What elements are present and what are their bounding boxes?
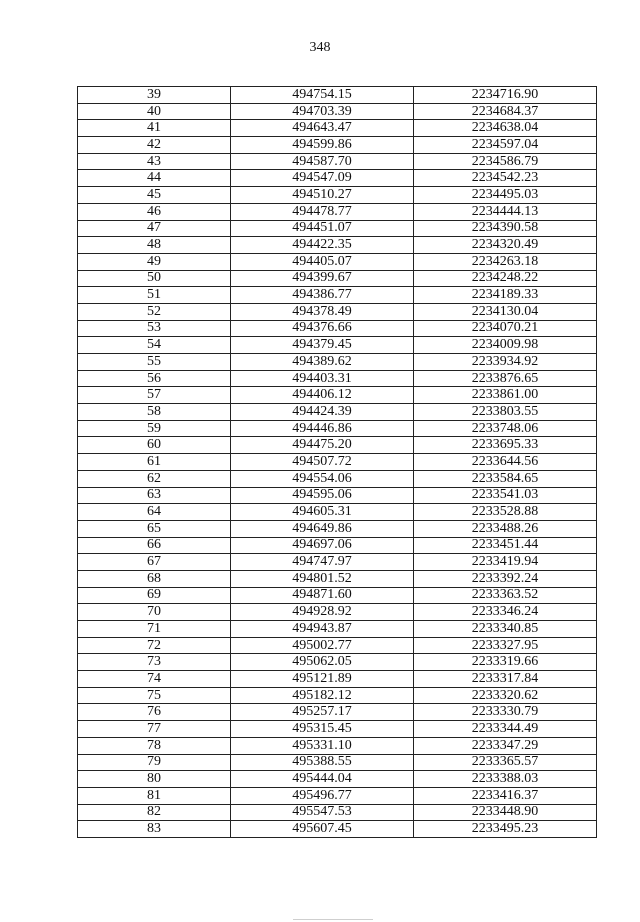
x-coordinate-cell: 494697.06 [231, 537, 414, 554]
point-number-cell: 63 [78, 487, 231, 504]
point-number-cell: 79 [78, 754, 231, 771]
y-coordinate-cell: 2233317.84 [414, 671, 597, 688]
table-row [78, 721, 597, 738]
y-coordinate-cell: 2233416.37 [414, 787, 597, 804]
table-row [78, 187, 597, 204]
point-number-cell: 69 [78, 587, 231, 604]
y-coordinate-cell: 2233584.65 [414, 470, 597, 487]
table-row [78, 170, 597, 187]
table-row [78, 787, 597, 804]
x-coordinate-cell: 494406.12 [231, 387, 414, 404]
y-coordinate-cell: 2233495.23 [414, 821, 597, 838]
x-coordinate-cell: 494386.77 [231, 287, 414, 304]
point-number-cell: 55 [78, 354, 231, 371]
table-row [78, 487, 597, 504]
table-row [78, 270, 597, 287]
table-row [78, 637, 597, 654]
y-coordinate-cell: 2233803.55 [414, 404, 597, 421]
x-coordinate-cell: 494379.45 [231, 337, 414, 354]
table-row [78, 554, 597, 571]
x-coordinate-cell: 495121.89 [231, 671, 414, 688]
x-coordinate-cell: 495547.53 [231, 804, 414, 821]
point-number-cell: 48 [78, 237, 231, 254]
x-coordinate-cell: 494510.27 [231, 187, 414, 204]
point-number-cell: 52 [78, 303, 231, 320]
x-coordinate-cell: 494475.20 [231, 437, 414, 454]
x-coordinate-cell: 494378.49 [231, 303, 414, 320]
x-coordinate-cell: 495388.55 [231, 754, 414, 771]
table-row [78, 237, 597, 254]
point-number-cell: 61 [78, 454, 231, 471]
x-coordinate-cell: 494405.07 [231, 253, 414, 270]
table-row [78, 687, 597, 704]
x-coordinate-cell: 494376.66 [231, 320, 414, 337]
table-row [78, 520, 597, 537]
x-coordinate-cell: 494595.06 [231, 487, 414, 504]
y-coordinate-cell: 2233541.03 [414, 487, 597, 504]
x-coordinate-cell: 495315.45 [231, 721, 414, 738]
x-coordinate-cell: 494703.39 [231, 103, 414, 120]
table-row [78, 220, 597, 237]
y-coordinate-cell: 2233346.24 [414, 604, 597, 621]
y-coordinate-cell: 2234495.03 [414, 187, 597, 204]
table-row [78, 370, 597, 387]
x-coordinate-cell: 495607.45 [231, 821, 414, 838]
point-number-cell: 41 [78, 120, 231, 137]
table-row [78, 320, 597, 337]
point-number-cell: 80 [78, 771, 231, 788]
x-coordinate-cell: 495257.17 [231, 704, 414, 721]
point-number-cell: 54 [78, 337, 231, 354]
x-coordinate-cell: 494747.97 [231, 554, 414, 571]
point-number-cell: 70 [78, 604, 231, 621]
x-coordinate-cell: 494399.67 [231, 270, 414, 287]
y-coordinate-cell: 2233330.79 [414, 704, 597, 721]
y-coordinate-cell: 2233861.00 [414, 387, 597, 404]
table-row [78, 754, 597, 771]
point-number-cell: 82 [78, 804, 231, 821]
table-row [78, 737, 597, 754]
table-row [78, 387, 597, 404]
point-number-cell: 53 [78, 320, 231, 337]
point-number-cell: 74 [78, 671, 231, 688]
y-coordinate-cell: 2234320.49 [414, 237, 597, 254]
y-coordinate-cell: 2233320.62 [414, 687, 597, 704]
point-number-cell: 62 [78, 470, 231, 487]
table-row [78, 103, 597, 120]
y-coordinate-cell: 2234444.13 [414, 203, 597, 220]
x-coordinate-cell: 494389.62 [231, 354, 414, 371]
y-coordinate-cell: 2234638.04 [414, 120, 597, 137]
point-number-cell: 46 [78, 203, 231, 220]
table-row [78, 570, 597, 587]
point-number-cell: 57 [78, 387, 231, 404]
y-coordinate-cell: 2233340.85 [414, 621, 597, 638]
table-row [78, 804, 597, 821]
point-number-cell: 51 [78, 287, 231, 304]
y-coordinate-cell: 2233451.44 [414, 537, 597, 554]
point-number-cell: 72 [78, 637, 231, 654]
y-coordinate-cell: 2234263.18 [414, 253, 597, 270]
x-coordinate-cell: 494649.86 [231, 520, 414, 537]
x-coordinate-cell: 495331.10 [231, 737, 414, 754]
table-row [78, 303, 597, 320]
y-coordinate-cell: 2234009.98 [414, 337, 597, 354]
table-row [78, 253, 597, 270]
point-number-cell: 43 [78, 153, 231, 170]
point-number-cell: 58 [78, 404, 231, 421]
x-coordinate-cell: 494801.52 [231, 570, 414, 587]
y-coordinate-cell: 2234684.37 [414, 103, 597, 120]
table-body [78, 87, 597, 838]
point-number-cell: 56 [78, 370, 231, 387]
y-coordinate-cell: 2234070.21 [414, 320, 597, 337]
point-number-cell: 45 [78, 187, 231, 204]
table-row [78, 404, 597, 421]
table-row [78, 120, 597, 137]
x-coordinate-cell: 494943.87 [231, 621, 414, 638]
point-number-cell: 71 [78, 621, 231, 638]
x-coordinate-cell: 494547.09 [231, 170, 414, 187]
y-coordinate-cell: 2234586.79 [414, 153, 597, 170]
x-coordinate-cell: 494599.86 [231, 137, 414, 154]
x-coordinate-cell: 494424.39 [231, 404, 414, 421]
point-number-cell: 60 [78, 437, 231, 454]
y-coordinate-cell: 2233748.06 [414, 420, 597, 437]
y-coordinate-cell: 2234189.33 [414, 287, 597, 304]
x-coordinate-cell: 494554.06 [231, 470, 414, 487]
x-coordinate-cell: 494403.31 [231, 370, 414, 387]
point-number-cell: 47 [78, 220, 231, 237]
point-number-cell: 44 [78, 170, 231, 187]
y-coordinate-cell: 2233934.92 [414, 354, 597, 371]
point-number-cell: 42 [78, 137, 231, 154]
point-number-cell: 49 [78, 253, 231, 270]
y-coordinate-cell: 2233644.56 [414, 454, 597, 471]
point-number-cell: 77 [78, 721, 231, 738]
table-row [78, 203, 597, 220]
y-coordinate-cell: 2233363.52 [414, 587, 597, 604]
point-number-cell: 67 [78, 554, 231, 571]
table-row [78, 587, 597, 604]
table-row [78, 654, 597, 671]
table-row [78, 604, 597, 621]
table-row [78, 504, 597, 521]
table-row [78, 821, 597, 838]
point-number-cell: 68 [78, 570, 231, 587]
y-coordinate-cell: 2233344.49 [414, 721, 597, 738]
x-coordinate-cell: 494446.86 [231, 420, 414, 437]
table-row [78, 671, 597, 688]
x-coordinate-cell: 494507.72 [231, 454, 414, 471]
point-number-cell: 73 [78, 654, 231, 671]
y-coordinate-cell: 2234542.23 [414, 170, 597, 187]
x-coordinate-cell: 495062.05 [231, 654, 414, 671]
x-coordinate-cell: 495182.12 [231, 687, 414, 704]
y-coordinate-cell: 2233388.03 [414, 771, 597, 788]
table-row [78, 771, 597, 788]
table-row [78, 454, 597, 471]
x-coordinate-cell: 494587.70 [231, 153, 414, 170]
y-coordinate-cell: 2233876.65 [414, 370, 597, 387]
x-coordinate-cell: 494422.35 [231, 237, 414, 254]
x-coordinate-cell: 494643.47 [231, 120, 414, 137]
y-coordinate-cell: 2234597.04 [414, 137, 597, 154]
y-coordinate-cell: 2233327.95 [414, 637, 597, 654]
table-row [78, 420, 597, 437]
x-coordinate-cell: 494928.92 [231, 604, 414, 621]
x-coordinate-cell: 494478.77 [231, 203, 414, 220]
table-row [78, 87, 597, 104]
x-coordinate-cell: 494451.07 [231, 220, 414, 237]
page-number: 348 [309, 40, 331, 55]
y-coordinate-cell: 2233488.26 [414, 520, 597, 537]
point-number-cell: 83 [78, 821, 231, 838]
y-coordinate-cell: 2233319.66 [414, 654, 597, 671]
coordinates-table [77, 86, 597, 838]
point-number-cell: 39 [78, 87, 231, 104]
point-number-cell: 50 [78, 270, 231, 287]
table-row [78, 704, 597, 721]
y-coordinate-cell: 2234130.04 [414, 303, 597, 320]
point-number-cell: 76 [78, 704, 231, 721]
point-number-cell: 75 [78, 687, 231, 704]
coordinates-table-container [77, 86, 596, 838]
table-row [78, 470, 597, 487]
point-number-cell: 64 [78, 504, 231, 521]
point-number-cell: 65 [78, 520, 231, 537]
y-coordinate-cell: 2233448.90 [414, 804, 597, 821]
table-row [78, 153, 597, 170]
x-coordinate-cell: 494754.15 [231, 87, 414, 104]
y-coordinate-cell: 2234390.58 [414, 220, 597, 237]
x-coordinate-cell: 495496.77 [231, 787, 414, 804]
y-coordinate-cell: 2233695.33 [414, 437, 597, 454]
table-row [78, 337, 597, 354]
point-number-cell: 40 [78, 103, 231, 120]
point-number-cell: 78 [78, 737, 231, 754]
y-coordinate-cell: 2234248.22 [414, 270, 597, 287]
y-coordinate-cell: 2233528.88 [414, 504, 597, 521]
point-number-cell: 59 [78, 420, 231, 437]
y-coordinate-cell: 2233365.57 [414, 754, 597, 771]
x-coordinate-cell: 494871.60 [231, 587, 414, 604]
y-coordinate-cell: 2234716.90 [414, 87, 597, 104]
x-coordinate-cell: 495444.04 [231, 771, 414, 788]
x-coordinate-cell: 495002.77 [231, 637, 414, 654]
table-row [78, 287, 597, 304]
table-row [78, 137, 597, 154]
table-row [78, 437, 597, 454]
point-number-cell: 81 [78, 787, 231, 804]
y-coordinate-cell: 2233419.94 [414, 554, 597, 571]
y-coordinate-cell: 2233392.24 [414, 570, 597, 587]
table-row [78, 621, 597, 638]
x-coordinate-cell: 494605.31 [231, 504, 414, 521]
footer-rule [293, 919, 373, 920]
y-coordinate-cell: 2233347.29 [414, 737, 597, 754]
table-row [78, 354, 597, 371]
point-number-cell: 66 [78, 537, 231, 554]
table-row [78, 537, 597, 554]
